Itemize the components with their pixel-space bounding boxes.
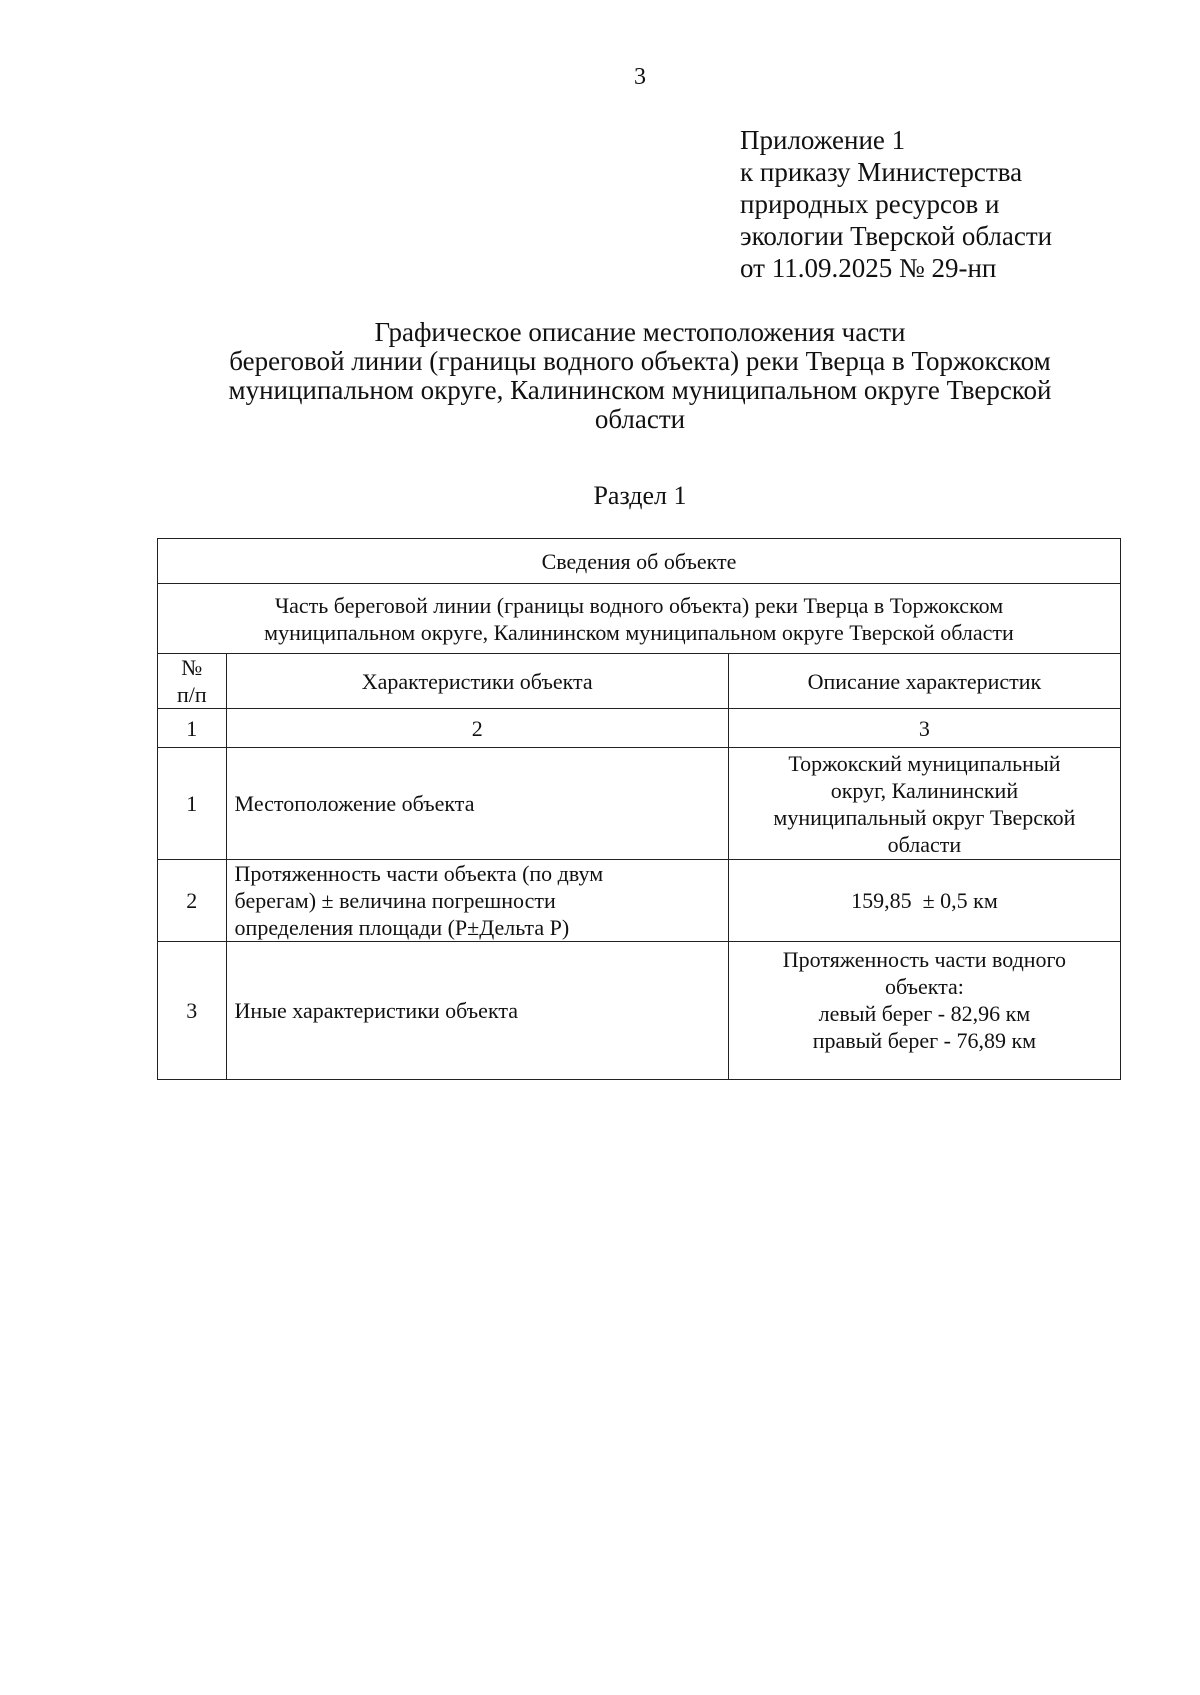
section-label: Раздел 1 [593,481,687,510]
characteristic-line: определения площади (Р±Дельта Р) [234,915,570,940]
column-index-row [158,709,1121,748]
object-name-line: муниципальном округе, Калининском муниципальном округе Тверской области [264,619,1014,645]
appendix-line: экологии Тверской области [740,221,1053,251]
characteristic-line: Иные характеристики объекта [234,998,518,1023]
row-characteristic [226,748,728,860]
row-description [728,860,1120,942]
table-row [158,860,1121,942]
description-line: Торжокский муниципальный [788,750,1061,776]
description-line: округ, Калининский [830,777,1019,803]
column-header-num [158,654,227,709]
row-number: 2 [158,860,227,942]
description-line: области [887,831,962,857]
description-line: муниципальный округ Тверской [773,804,1076,830]
characteristic-line: Местоположение объекта [234,791,475,816]
description-line: правый берег - 76,89 км [812,1028,1037,1053]
description-line: объекта: [884,974,964,999]
characteristic-line: берегам) ± величина погрешности [234,888,556,913]
appendix-line: Приложение 1 [740,125,906,155]
description-line: Протяженность части водного [782,947,1067,972]
description-line: 159,85 ± 0,5 км [851,888,998,913]
appendix-line: от 11.09.2025 № 29-нп [740,253,997,283]
table-row [158,748,1121,860]
title-line: области [594,404,686,434]
object-name-cell [158,584,1121,654]
column-header-num-line: п/п [176,682,207,707]
object-name-line: Часть береговой линии (границы водного объекта) реки Тверца в Торжокском [274,592,1004,618]
description-line: левый берег - 82,96 км [818,1001,1031,1026]
table-row [158,942,1121,1080]
column-header-description: Описание характеристик [728,654,1120,709]
column-header-num-line: № [181,655,203,680]
appendix-block [740,124,1160,284]
row-description [728,748,1120,860]
title-line: береговой линии (границы водного объекта) реки Тверца в Торжокском [229,346,1051,376]
column-index: 1 [158,709,227,748]
row-characteristic [226,942,728,1080]
object-info-table [157,538,1121,1080]
appendix-line: к приказу Министерства [740,157,1023,187]
title-line: муниципальном округе, Калининском муниципальном округе Тверской [228,375,1052,405]
title-line: Графическое описание местоположения части [374,317,906,347]
row-number: 1 [158,748,227,860]
table-header-row [158,539,1121,584]
page-number: 3 [634,64,646,90]
column-index: 2 [226,709,728,748]
column-index: 3 [728,709,1120,748]
appendix-line: природных ресурсов и [740,189,1000,219]
document-title [150,318,1130,434]
row-description [728,942,1120,1080]
column-header-row [158,654,1121,709]
characteristic-line: Протяженность части объекта (по двум [234,861,604,886]
row-number: 3 [158,942,227,1080]
row-characteristic [226,860,728,942]
object-name-row [158,584,1121,654]
column-header-characteristics: Характеристики объекта [226,654,728,709]
table-header: Сведения об объекте [158,539,1121,584]
